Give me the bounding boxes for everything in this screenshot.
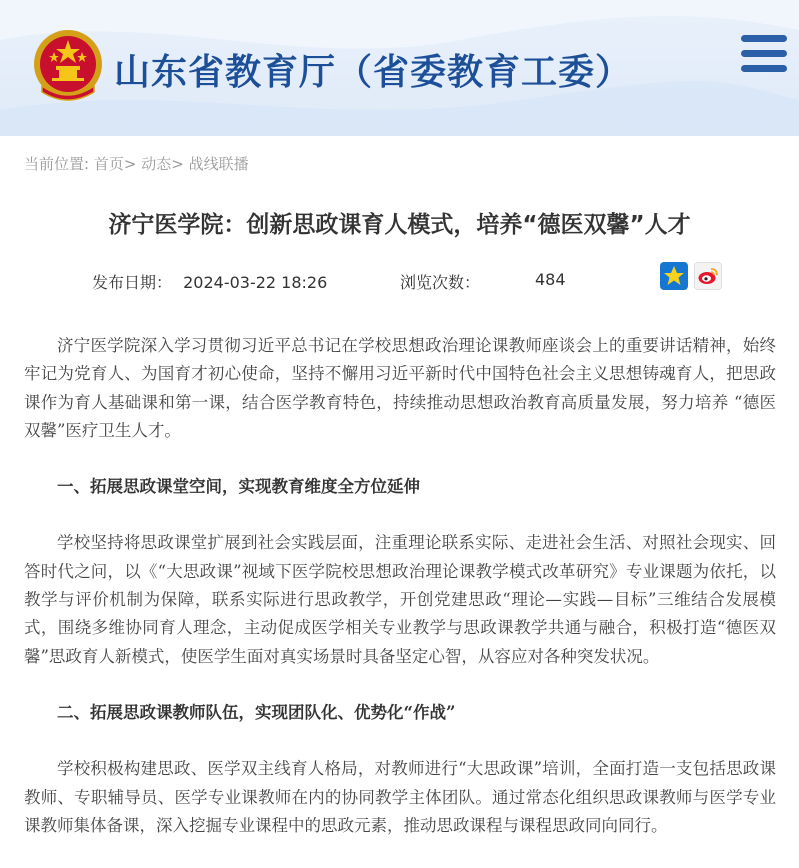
article-body: [24, 332, 776, 868]
site-title[interactable]: 山东省教育厅（省委教育工委）: [114, 52, 633, 93]
views-count: 484: [535, 270, 566, 289]
national-emblem-icon: [28, 26, 108, 106]
breadcrumb-home[interactable]: 首页: [93, 155, 124, 173]
paragraph-intro: 济宁医学院深入学习贯彻习近平总书记在学校思想政治理论课教师座谈会上的重要讲话精神，始终牢记为党育人、为国育才初心使命，坚持不懈用习近平新时代中国特色社会主义思想铸魂育人，把思政课作为育人基础课和第一课，结合医学教育特色，持续推动思想政治教育高质量发展，努力培养 “德医双馨”医疗卫生人才。: [24, 336, 776, 440]
paragraph-section-2: 学校积极构建思政、医学双主线育人格局，对教师进行“大思政课”培训，全面打造一支包括思政课教师、专职辅导员、医学专业课教师在内的协同教学主体团队。通过常态化组织思政课教师与医学专业课教师集体备课，深入挖掘专业课程中的思政元素，推动思政课程与课程思政同向同行。: [24, 759, 776, 835]
site-header: [0, 0, 799, 136]
section-heading-1: 一、拓展思政课堂空间，实现教育维度全方位延伸: [57, 477, 420, 497]
hamburger-menu-icon[interactable]: [741, 34, 787, 80]
breadcrumb-news[interactable]: 动态: [141, 155, 172, 173]
views-label: 浏览次数：: [400, 273, 481, 292]
menu-bar: [741, 50, 787, 57]
qzone-star-icon: [660, 262, 688, 290]
article-title: 济宁医学院：创新思政课育人模式，培养“德医双馨”人才: [108, 212, 691, 238]
breadcrumb-separator: >: [171, 155, 184, 173]
publish-date-meta: [92, 270, 327, 293]
weibo-logo-icon: [695, 263, 721, 289]
section-heading-2: 二、拓展思政课教师队伍，实现团队化、优势化“作战”: [57, 702, 456, 722]
breadcrumb-prefix: 当前位置:: [24, 155, 90, 173]
qzone-share-icon[interactable]: [660, 262, 688, 290]
paragraph-section-1: 学校坚持将思政课堂扩展到社会实践层面，注重理论联系实际、走进社会生活、对照社会现实、回答时代之问，以《“大思政课”视域下医学院校思想政治理论课教学模式改革研究》专业课题为依托，以教学与评价机制为保障，联系实际进行思政教学，开创党建思政“理论—实践—目标”三维结合发展模式，围绕多维协同育人理念，主动促成医学相关专业教学与思政课教学共通与融合，积极打造“德医双馨”思政育人新模式，使医学生面对真实场景时具备坚定心智，从容应对各种突发状况。: [24, 533, 776, 666]
weibo-share-icon[interactable]: [694, 262, 722, 290]
menu-bar: [741, 35, 787, 42]
breadcrumb-frontline[interactable]: 战线联播: [188, 155, 249, 173]
publish-date-label: 发布日期：: [92, 273, 173, 292]
breadcrumb: [24, 153, 249, 174]
publish-date-value: 2024-03-22 18:26: [183, 273, 328, 292]
menu-bar: [741, 65, 787, 72]
breadcrumb-separator: >: [123, 155, 137, 173]
